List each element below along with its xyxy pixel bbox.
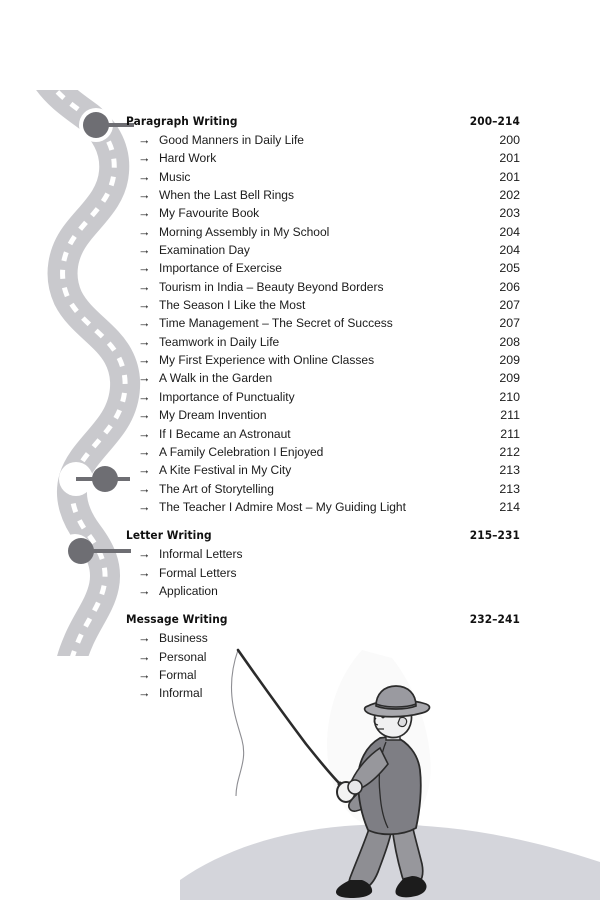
toc-entry[interactable] [126, 149, 520, 167]
arrow-right-icon: → [138, 444, 151, 459]
toc-entry-page: 201 [499, 151, 520, 166]
toc-entry-label: A Kite Festival in My City [159, 463, 292, 478]
toc-group-page-range: 215–231 [469, 528, 520, 543]
arrow-right-icon: → [138, 188, 151, 203]
toc-entry-label: Informal [159, 686, 203, 701]
toc-entry-label: Importance of Exercise [159, 261, 282, 276]
fisherman-hand [348, 780, 362, 794]
arrow-right-icon: → [138, 649, 151, 664]
toc-entry[interactable] [126, 296, 520, 314]
arrow-right-icon: → [138, 547, 151, 562]
toc-entry-label: The Season I Like the Most [159, 298, 306, 313]
arrow-right-icon: → [138, 481, 151, 496]
arrow-right-icon: → [138, 353, 151, 368]
toc-entry-label: Good Manners in Daily Life [159, 133, 304, 147]
toc-entry[interactable] [126, 582, 520, 600]
toc-entry-list [126, 131, 520, 516]
toc-entry[interactable] [126, 369, 520, 387]
milestone-dot-paragraph-writing[interactable] [83, 112, 109, 138]
toc-entry[interactable] [126, 333, 520, 351]
toc-entry-label: My Dream Invention [159, 408, 267, 423]
toc-entry-page: 200 [499, 133, 520, 147]
toc-entry-label: Personal [159, 649, 207, 664]
group-gap [126, 516, 520, 526]
milestone-dot-letter-writing[interactable] [92, 466, 118, 492]
toc-group-message-writing [126, 610, 520, 702]
arrow-right-icon: → [138, 279, 151, 294]
toc-entry-page: 206 [499, 279, 520, 294]
arrow-right-icon: → [138, 206, 151, 221]
toc-entry-page: 204 [499, 224, 520, 239]
arrow-right-icon: → [138, 133, 151, 147]
toc-entry-page: 214 [499, 499, 520, 514]
toc-entry-label: My Favourite Book [159, 206, 260, 221]
toc-entry[interactable] [126, 388, 520, 406]
fisherman-front-arm [351, 748, 388, 789]
arrow-right-icon: → [138, 243, 151, 258]
arrow-right-icon: → [138, 169, 151, 184]
toc-entry-page: 210 [499, 389, 520, 404]
toc-entry-label: Formal Letters [159, 565, 237, 580]
toc-entry-label: Hard Work [159, 151, 217, 166]
toc-entry-label: Morning Assembly in My School [159, 224, 330, 239]
coat-lapel-line [379, 742, 388, 828]
table-of-contents [126, 112, 520, 703]
toc-entry[interactable] [126, 186, 520, 204]
road-dashed-centerline [46, 78, 125, 672]
toc-entry[interactable] [126, 648, 520, 666]
toc-entry-page: 213 [499, 463, 520, 478]
arrow-right-icon: → [138, 631, 151, 646]
fisherman-neck [386, 726, 400, 740]
toc-entry-label: The Teacher I Admire Most – My Guiding Light [159, 499, 406, 514]
toc-entry-page: 211 [500, 426, 520, 441]
toc-entry[interactable] [126, 406, 520, 424]
fisherman-hat-brim [365, 700, 430, 716]
toc-entry-list [126, 629, 520, 702]
fisherman-back-arm [349, 780, 386, 811]
toc-entry[interactable] [126, 278, 520, 296]
toc-group-page-range: 200–214 [469, 114, 520, 128]
toc-entry[interactable] [126, 168, 520, 186]
arrow-right-icon: → [138, 583, 151, 598]
toc-entry[interactable] [126, 545, 520, 563]
fisherman-head [375, 699, 412, 738]
fishing-rod-grip [340, 784, 356, 806]
toc-entry[interactable] [126, 314, 520, 332]
toc-entry[interactable] [126, 443, 520, 461]
toc-entry[interactable] [126, 259, 520, 277]
arrow-right-icon: → [138, 151, 151, 166]
toc-entry[interactable] [126, 461, 520, 479]
toc-group-title: Message Writing [126, 612, 228, 627]
toc-entry[interactable] [126, 204, 520, 222]
arrow-right-icon: → [138, 316, 151, 331]
toc-entry-page: 208 [499, 334, 520, 349]
toc-entry-page: 209 [499, 353, 520, 368]
toc-group-heading[interactable] [126, 610, 520, 629]
toc-entry-label: Application [159, 583, 218, 598]
toc-entry-label: My First Experience with Online Classes [159, 353, 375, 368]
toc-entry-page: 207 [499, 298, 520, 313]
arrow-right-icon: → [138, 371, 151, 386]
group-gap [126, 600, 520, 610]
toc-entry[interactable] [126, 684, 520, 702]
arrow-right-icon: → [138, 334, 151, 349]
fisherman-boot-front [395, 876, 426, 897]
toc-entry-page: 204 [499, 243, 520, 258]
arrow-right-icon: → [138, 499, 151, 514]
toc-entry-page: 202 [499, 188, 520, 203]
toc-entry-page: 201 [499, 169, 520, 184]
fishing-reel [337, 782, 355, 802]
fisherman-coat [358, 736, 421, 834]
toc-entry-label: Informal Letters [159, 547, 243, 562]
arrow-right-icon: → [138, 224, 151, 239]
arrow-right-icon: → [138, 408, 151, 423]
fisherman-trouser-back-leg [349, 826, 392, 890]
toc-entry-label: A Walk in the Garden [159, 371, 273, 386]
toc-entry-label: When the Last Bell Rings [159, 188, 294, 203]
fisherman-nose [374, 718, 378, 725]
arrow-right-icon: → [138, 426, 151, 441]
toc-entry-label: The Art of Storytelling [159, 481, 274, 496]
fisherman-trouser-front-leg [392, 824, 423, 886]
toc-entry[interactable] [126, 351, 520, 369]
toc-group-heading[interactable] [126, 526, 520, 545]
toc-entry-label: Music [159, 169, 191, 184]
toc-entry-label: A Family Celebration I Enjoyed [159, 444, 324, 459]
fisherman-ear [398, 717, 407, 726]
toc-entry-label: If I Became an Astronaut [159, 426, 291, 441]
arrow-right-icon: → [138, 389, 151, 404]
toc-entry[interactable] [126, 666, 520, 684]
milestone-dot-message-writing[interactable] [68, 538, 94, 564]
toc-group-title: Paragraph Writing [126, 114, 238, 128]
toc-entry-list [126, 545, 520, 600]
fisherman-hat-band [376, 704, 416, 707]
toc-entry[interactable] [126, 629, 520, 647]
toc-entry-label: Examination Day [159, 243, 250, 258]
toc-entry-page: 207 [499, 316, 520, 331]
toc-entry-page: 205 [499, 261, 520, 276]
arrow-right-icon: → [138, 565, 151, 580]
toc-entry-label: Importance of Punctuality [159, 389, 295, 404]
toc-group-paragraph-writing [126, 112, 520, 516]
toc-entry-label: Time Management – The Secret of Success [159, 316, 393, 331]
toc-entry[interactable] [126, 564, 520, 582]
toc-entry-page: 212 [499, 444, 520, 459]
toc-entry[interactable] [126, 498, 520, 516]
arrow-right-icon: → [138, 261, 151, 276]
fisherman-boot-back [336, 880, 372, 898]
toc-group-page-range: 232–241 [469, 612, 520, 627]
toc-entry-page: 203 [499, 206, 520, 221]
toc-entry-label: Business [159, 631, 208, 646]
toc-entry[interactable] [126, 223, 520, 241]
arrow-right-icon: → [138, 686, 151, 701]
hill [180, 825, 600, 900]
toc-group-title: Letter Writing [126, 528, 212, 543]
toc-group-letter-writing [126, 526, 520, 600]
toc-entry[interactable] [126, 241, 520, 259]
toc-entry[interactable] [126, 131, 520, 149]
arrow-right-icon: → [138, 298, 151, 313]
arrow-right-icon: → [138, 463, 151, 478]
toc-entry-label: Teamwork in Daily Life [159, 334, 280, 349]
toc-entry-label: Formal [159, 667, 197, 682]
toc-entry-page: 209 [499, 371, 520, 386]
toc-entry-page: 213 [499, 481, 520, 496]
toc-entry-page: 211 [500, 408, 520, 423]
arrow-right-icon: → [138, 667, 151, 682]
fisherman-eye [381, 714, 385, 719]
road-surface [46, 78, 125, 672]
toc-group-heading[interactable] [126, 112, 520, 131]
toc-entry[interactable] [126, 425, 520, 443]
toc-entry-label: Tourism in India – Beauty Beyond Borders [159, 279, 384, 294]
toc-entry[interactable] [126, 480, 520, 498]
